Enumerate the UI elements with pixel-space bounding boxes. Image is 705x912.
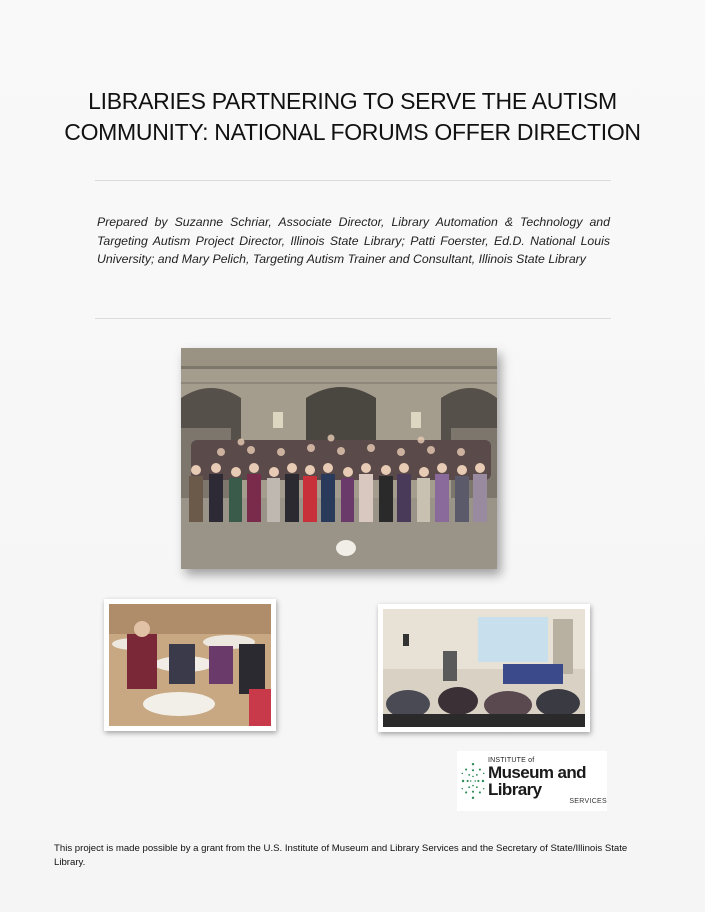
logo-line-3: SERVICES <box>569 798 607 805</box>
byline-divider <box>95 318 611 319</box>
starburst-icon <box>460 755 486 807</box>
title-divider <box>95 180 611 181</box>
document-title: LIBRARIES PARTNERING TO SERVE THE AUTISM COMMUNITY: NATIONAL FORUMS OFFER DIRECTION <box>64 88 641 145</box>
logo-line-2: Museum and Library <box>488 763 586 799</box>
authors-byline: Prepared by Suzanne Schriar, Associate Director, Library Automation & Technology and Targeting Autism Project Director, Illinois State Library; Patti Foerster, Ed.D. National Louis University; and Mary Pelich, Targeting Autism Trainer and Consultant, Illinois State Library <box>97 215 610 267</box>
forum-presentation-photo <box>378 604 590 732</box>
group-photo <box>181 348 497 569</box>
logo-line-1: INSTITUTE of <box>488 757 535 764</box>
imls-logo <box>457 751 607 811</box>
grant-footer: This project is made possible by a grant from the U.S. Institute of Museum and Library Services and the Secretary of State/Illinois State Library. <box>54 843 628 868</box>
forum-table-photo <box>104 599 276 731</box>
